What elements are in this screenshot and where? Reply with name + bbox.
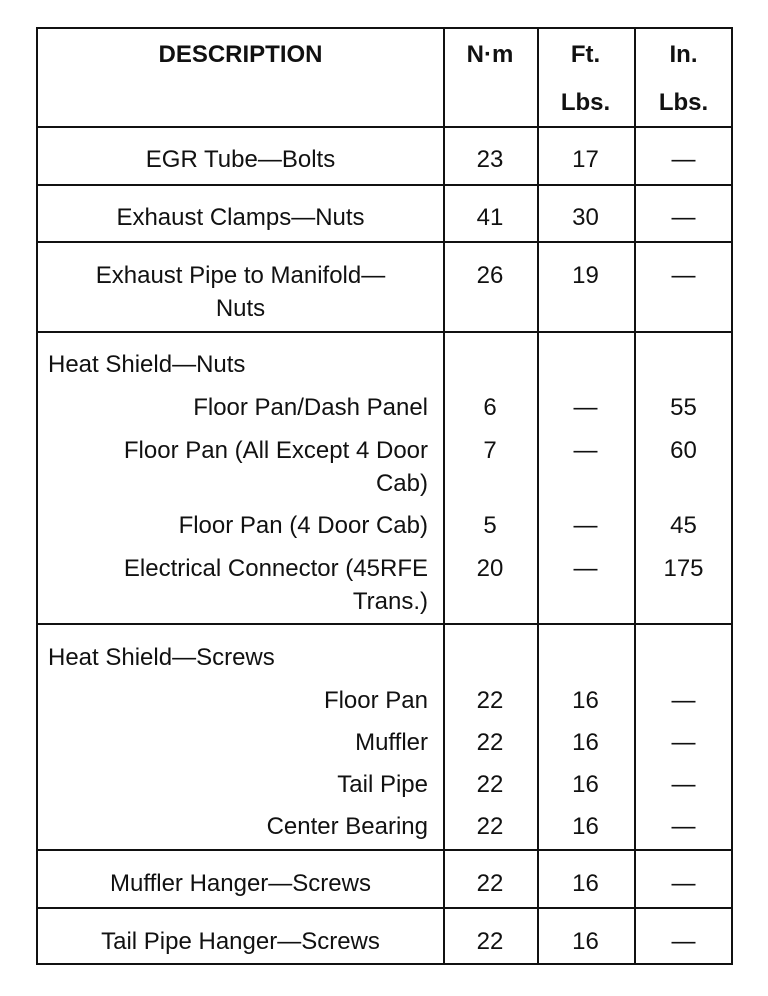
- hs-nuts-item-description-line2: Trans.): [352, 588, 428, 615]
- hs-nuts-item-in: 55: [670, 394, 697, 421]
- clamps-description: Exhaust Clamps—Nuts: [116, 204, 365, 231]
- header-description: DESCRIPTION: [158, 41, 323, 68]
- hs-screws-item-ft: 16: [572, 771, 599, 798]
- hs-screws-item-nm: 22: [476, 687, 504, 714]
- egr-ft: 17: [572, 146, 599, 173]
- pipe-ft: 19: [572, 262, 599, 289]
- clamps-ft: 30: [572, 204, 599, 231]
- row-divider: [38, 331, 731, 333]
- hs-nuts-item-description: Floor Pan/Dash Panel: [193, 394, 428, 421]
- header-ft-line1: Ft.: [570, 41, 601, 68]
- muffler-hanger-in: —: [671, 870, 696, 897]
- muffler-hanger-nm: 22: [476, 870, 504, 897]
- torque-spec-table: [36, 27, 733, 965]
- header-in-line2: Lbs.: [658, 89, 709, 116]
- egr-description: EGR Tube—Bolts: [145, 146, 336, 173]
- muffler-hanger-description: Muffler Hanger—Screws: [110, 870, 371, 897]
- row-divider: [38, 184, 731, 186]
- row-divider: [38, 241, 731, 243]
- hs-nuts-item-description: Floor Pan (All Except 4 Door: [123, 437, 428, 464]
- hs-nuts-item-ft: —: [573, 512, 598, 539]
- hs-nuts-item-in: 175: [663, 555, 704, 582]
- tailpipe-hanger-description: Tail Pipe Hanger—Screws: [101, 928, 380, 955]
- hs-nuts-item-in: 60: [670, 437, 697, 464]
- header-in-line1: In.: [669, 41, 698, 68]
- header-ft-line2: Lbs.: [560, 89, 611, 116]
- hs-screws-item-nm: 22: [476, 813, 504, 840]
- hs-screws-item-in: —: [671, 729, 696, 756]
- hs-screws-item-ft: 16: [572, 813, 599, 840]
- hs-screws-item-in: —: [671, 813, 696, 840]
- pipe-in: —: [671, 262, 696, 289]
- hs-screws-item-nm: 22: [476, 729, 504, 756]
- heat-shield-screws-title: Heat Shield—Screws: [48, 644, 275, 671]
- hs-nuts-item-nm: 6: [483, 394, 497, 421]
- hs-screws-item-in: —: [671, 687, 696, 714]
- tailpipe-hanger-ft: 16: [572, 928, 599, 955]
- row-divider: [38, 623, 731, 625]
- row-divider: [38, 907, 731, 909]
- egr-in: —: [671, 146, 696, 173]
- pipe-nm: 26: [476, 262, 504, 289]
- hs-nuts-item-nm: 5: [483, 512, 497, 539]
- row-divider: [38, 849, 731, 851]
- clamps-in: —: [671, 204, 696, 231]
- hs-screws-item-description: Center Bearing: [266, 813, 428, 840]
- clamps-nm: 41: [476, 204, 504, 231]
- pipe-description-line1: Exhaust Pipe to Manifold—: [95, 262, 386, 289]
- tailpipe-hanger-in: —: [671, 928, 696, 955]
- tailpipe-hanger-nm: 22: [476, 928, 504, 955]
- hs-nuts-item-ft: —: [573, 437, 598, 464]
- hs-nuts-item-nm: 20: [476, 555, 504, 582]
- hs-screws-item-nm: 22: [476, 771, 504, 798]
- hs-screws-item-description: Muffler: [355, 729, 428, 756]
- muffler-hanger-ft: 16: [572, 870, 599, 897]
- header-nm: N·m: [466, 41, 514, 68]
- hs-nuts-item-ft: —: [573, 394, 598, 421]
- hs-nuts-item-in: 45: [670, 512, 697, 539]
- hs-nuts-item-description: Electrical Connector (45RFE: [123, 555, 428, 582]
- hs-screws-item-in: —: [671, 771, 696, 798]
- hs-screws-item-description: Tail Pipe: [337, 771, 428, 798]
- pipe-description-line2: Nuts: [215, 295, 266, 322]
- hs-screws-item-ft: 16: [572, 729, 599, 756]
- heat-shield-nuts-title: Heat Shield—Nuts: [48, 351, 246, 378]
- hs-nuts-item-ft: —: [573, 555, 598, 582]
- hs-screws-item-description: Floor Pan: [323, 687, 428, 714]
- egr-nm: 23: [476, 146, 504, 173]
- hs-nuts-item-nm: 7: [483, 437, 497, 464]
- hs-screws-item-ft: 16: [572, 687, 599, 714]
- hs-nuts-item-description-line2: Cab): [375, 470, 428, 497]
- hs-nuts-item-description: Floor Pan (4 Door Cab): [178, 512, 428, 539]
